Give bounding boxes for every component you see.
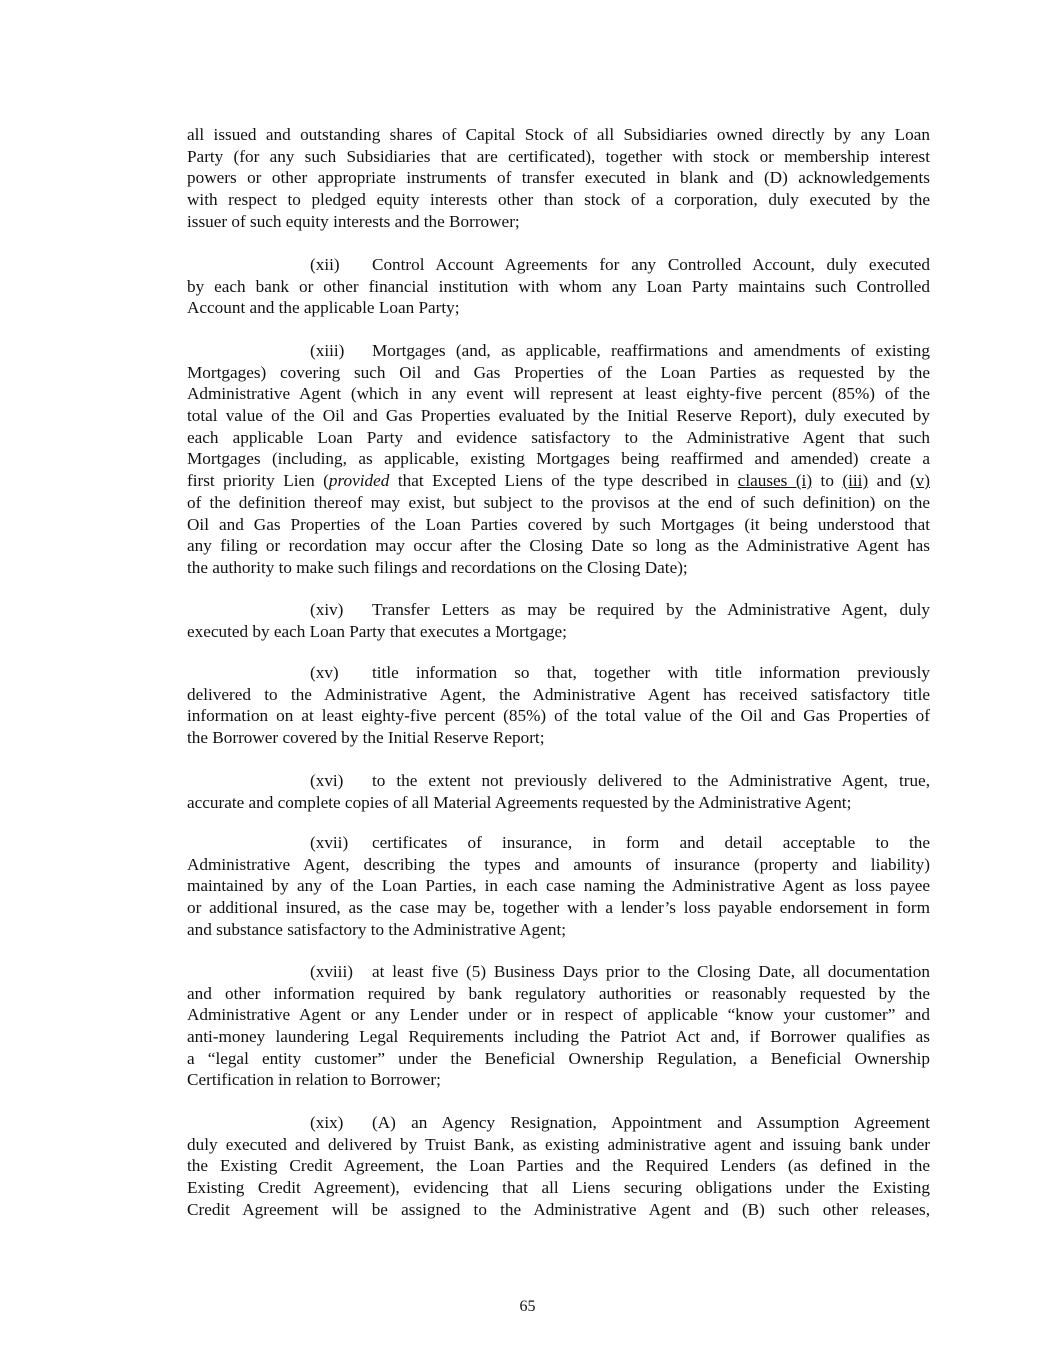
text-line: Certification in relation to Borrower; xyxy=(187,1070,441,1090)
clause-text: Control Account Agreements for any Controlled Account, duly executed xyxy=(372,255,930,274)
clause-text: Transfer Letters as may be required by the Administrative Agent, duly xyxy=(372,600,930,619)
text-line: information on at least eighty-five percent (85%) of the total value of the Oil and Gas Properties of xyxy=(187,706,930,726)
page-number: 65 xyxy=(519,1298,536,1315)
text-line: each applicable Loan Party and evidence satisfactory to the Administrative Agent that such xyxy=(187,427,930,447)
clause-text: at least five (5) Business Days prior to the Closing Date, all documentation xyxy=(372,962,930,981)
clause-number: (xvii) xyxy=(310,833,349,852)
text-line: Administrative Agent or any Lender under or in respect of applicable “know your customer” and xyxy=(187,1005,930,1025)
clause-number: (xii) xyxy=(310,255,340,274)
text-line: maintained by any of the Loan Parties, in each case naming the Administrative Agent as loss payee xyxy=(187,876,930,896)
text-line: accurate and complete copies of all Material Agreements requested by the Administrative Agent; xyxy=(187,792,852,812)
text-line: Administrative Agent (which in any event will represent at least eighty-five percent (85%) of the xyxy=(187,384,930,404)
text-line: the Existing Credit Agreement, the Loan Parties and the Required Lenders (as defined in the xyxy=(187,1156,930,1176)
text-line xyxy=(187,254,930,276)
clause-text: (A) an Agency Resignation, Appointment and Assumption Agreement xyxy=(372,1113,930,1132)
text-line: of the definition thereof may exist, but subject to the provisos at the end of such definition) on the xyxy=(187,492,930,512)
text-line: any filing or recordation may occur after the Closing Date so long as the Administrative Agent has xyxy=(187,536,930,556)
text-line: a “legal entity customer” under the Beneficial Ownership Regulation, a Beneficial Ownership xyxy=(187,1048,930,1068)
text-line: executed by each Loan Party that executes a Mortgage; xyxy=(187,621,567,641)
text-line: Account and the applicable Loan Party; xyxy=(187,298,460,318)
text-run: to xyxy=(812,471,843,491)
clause-number: (xiii) xyxy=(310,341,345,360)
clause-number: (xix) xyxy=(310,1113,344,1132)
paragraph-xiv xyxy=(187,599,930,642)
paragraph-xv xyxy=(187,662,930,749)
clause-number: (xv) xyxy=(310,663,339,682)
text-line: Administrative Agent, describing the types and amounts of insurance (property and liability) xyxy=(187,854,930,874)
text-line: Party (for any such Subsidiaries that are certificated), together with stock or membership interest xyxy=(187,146,930,166)
text-line xyxy=(187,770,930,792)
clause-reference-v: (v) xyxy=(909,471,930,491)
provided-italic: provided xyxy=(328,471,390,491)
text-line xyxy=(187,470,930,492)
text-run: and xyxy=(868,471,910,491)
clause-number: (xvi) xyxy=(310,771,344,790)
text-line: total value of the Oil and Gas Properties evaluated by the Initial Reserve Report), duly executed by xyxy=(187,406,930,426)
text-run: that Excepted Liens of the type described in xyxy=(389,471,738,491)
text-line: all issued and outstanding shares of Capital Stock of all Subsidiaries owned directly by any Loan xyxy=(187,125,930,144)
paragraph-xviii xyxy=(187,961,930,1091)
text-line xyxy=(187,662,930,684)
clause-number: (xviii) xyxy=(310,962,353,981)
clause-text: to the extent not previously delivered to the Administrative Agent, true, xyxy=(372,771,930,790)
text-line xyxy=(187,340,930,362)
text-line: anti-money laundering Legal Requirements including the Patriot Act and, if Borrower qualifies as xyxy=(187,1027,930,1047)
text-line: the authority to make such filings and recordations on the Closing Date); xyxy=(187,557,688,577)
text-line xyxy=(187,961,930,983)
clause-number: (xiv) xyxy=(310,600,344,619)
clause-text: certificates of insurance, in form and detail acceptable to the xyxy=(372,833,930,852)
text-line: and substance satisfactory to the Administrative Agent; xyxy=(187,919,566,939)
text-line: Existing Credit Agreement), evidencing that all Liens securing obligations under the Existing xyxy=(187,1178,930,1198)
text-line: powers or other appropriate instruments of transfer executed in blank and (D) acknowledgements xyxy=(187,168,930,188)
text-line: Mortgages) covering such Oil and Gas Properties of the Loan Parties as requested by the xyxy=(187,362,930,382)
text-line xyxy=(187,832,930,854)
text-line: issuer of such equity interests and the Borrower; xyxy=(187,211,520,231)
text-line: with respect to pledged equity interests other than stock of a corporation, duly executed by the xyxy=(187,190,930,210)
text-line: duly executed and delivered by Truist Bank, as existing administrative agent and issuing bank under xyxy=(187,1134,930,1154)
text-run: first priority Lien ( xyxy=(187,471,329,491)
text-line: or additional insured, as the case may be, together with a lender’s loss payable endorsement in form xyxy=(187,898,930,918)
paragraph-xvi xyxy=(187,770,930,813)
paragraph-xvii xyxy=(187,832,930,940)
text-line xyxy=(187,1112,930,1134)
text-line: Credit Agreement will be assigned to the Administrative Agent and (B) such other releases, xyxy=(187,1199,930,1219)
text-line: delivered to the Administrative Agent, the Administrative Agent has received satisfactory title xyxy=(187,684,930,704)
text-line: by each bank or other financial institution with whom any Loan Party maintains such Controlled xyxy=(187,276,930,296)
paragraph-xix xyxy=(187,1112,930,1220)
text-line: Mortgages (including, as applicable, existing Mortgages being reaffirmed and amended) create a xyxy=(187,449,930,469)
clause-reference-iii: (iii) xyxy=(842,471,869,491)
text-line: Oil and Gas Properties of the Loan Parties covered by such Mortgages (it being understood that xyxy=(187,514,930,534)
clause-reference-i: clauses (i) xyxy=(737,471,813,491)
paragraph-xiii xyxy=(187,340,930,579)
clause-text: title information so that, together with title information previously xyxy=(372,663,930,682)
text-line: the Borrower covered by the Initial Reserve Report; xyxy=(187,728,545,748)
paragraph-xii xyxy=(187,254,930,319)
text-line xyxy=(187,599,930,621)
clause-text: Mortgages (and, as applicable, reaffirmations and amendments of existing xyxy=(372,341,930,360)
text-line: and other information required by bank regulatory authorities or reasonably requested by the xyxy=(187,983,930,1003)
paragraph-continuation xyxy=(187,124,930,232)
